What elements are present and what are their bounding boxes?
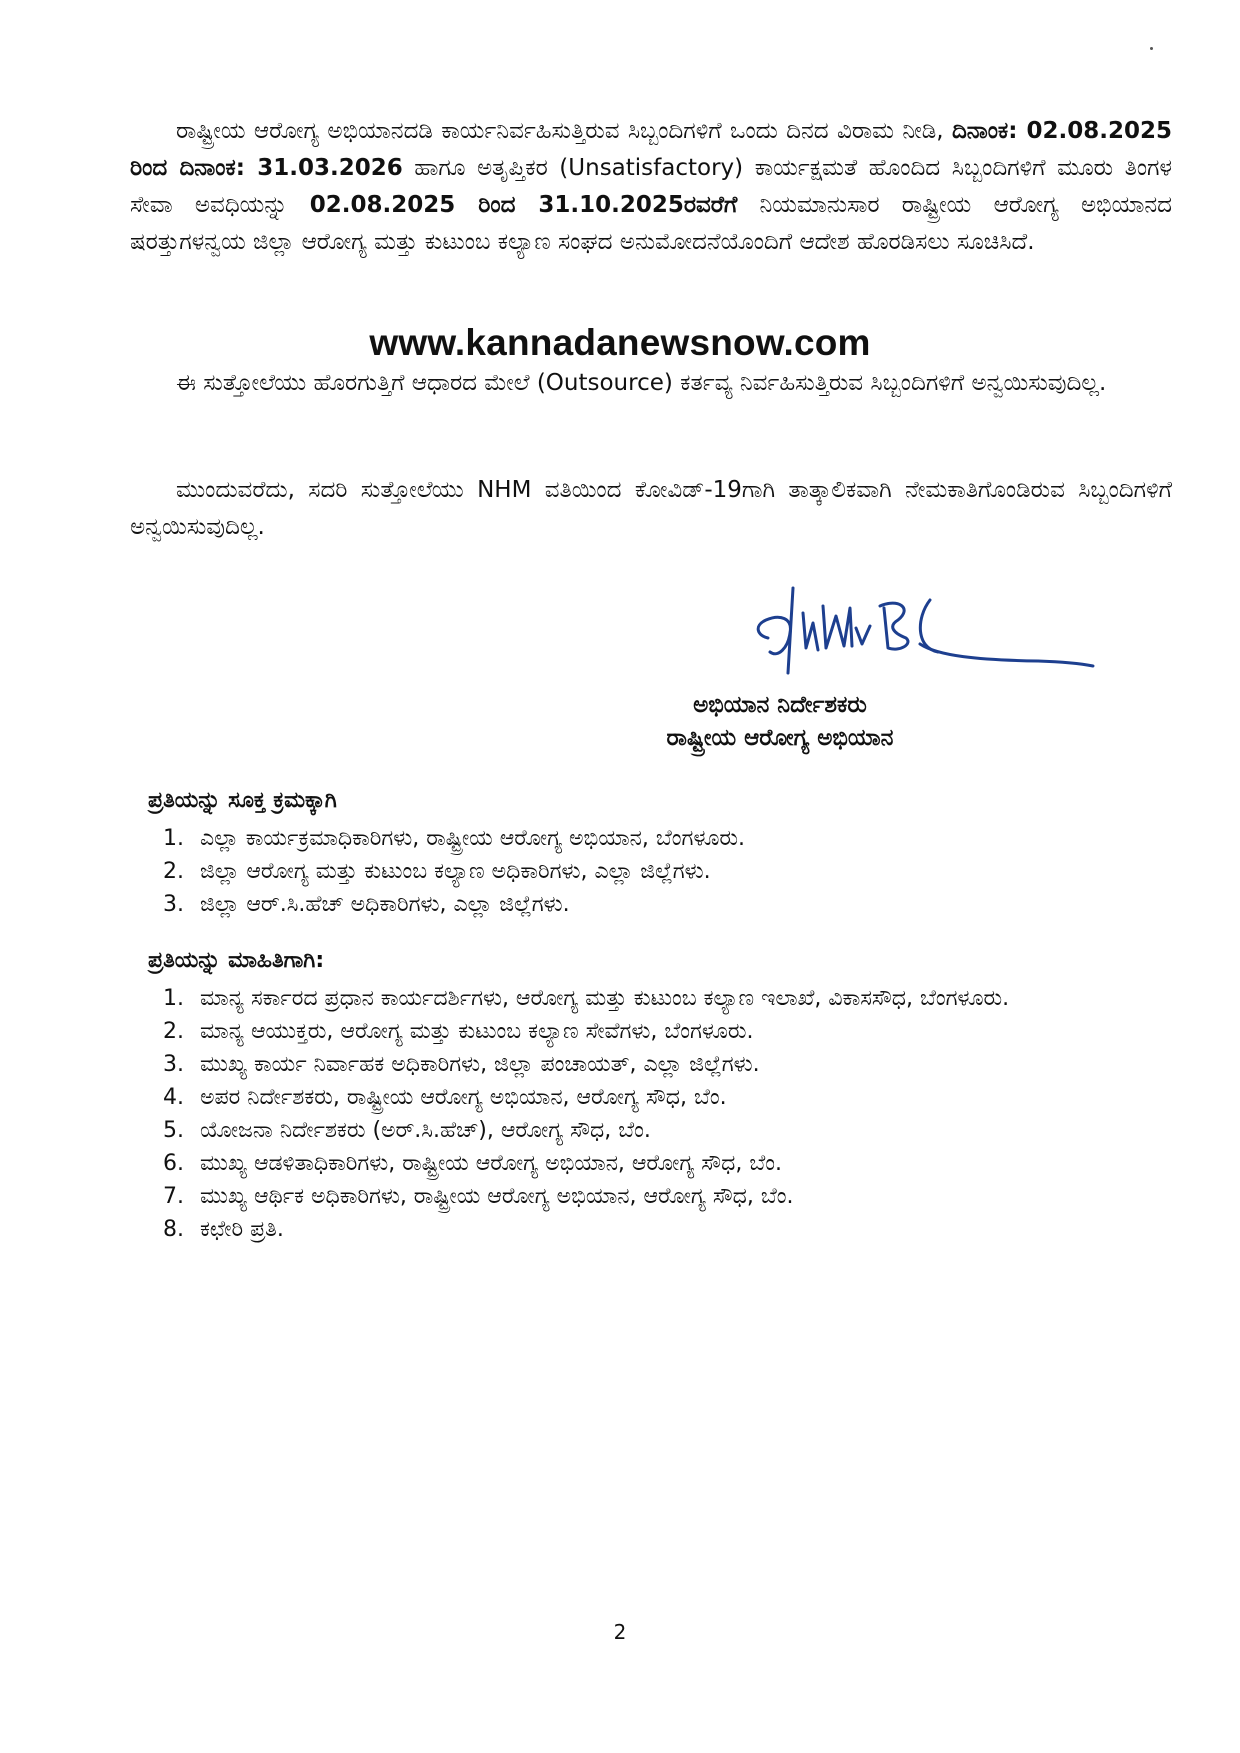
list-item (148, 1048, 1148, 1081)
copy-for-action-heading: ಪ್ರತಿಯನ್ನು ಸೂಕ್ತ ಕ್ರಮಕ್ಕಾಗಿ (148, 788, 337, 813)
list-number: 4. (163, 1085, 184, 1110)
list-number: 7. (163, 1184, 184, 1209)
paragraph-outsource-exclusion (130, 365, 1172, 402)
list-text: ಮುಖ್ಯ ಆರ್ಥಿಕ ಅಧಿಕಾರಿಗಳು, ರಾಷ್ಟ್ರೀಯ ಆರೋಗ್ಯ ಅಭಿಯಾನ, ಆರೋಗ್ಯ ಸೌಧ, ಬೆಂ. (200, 1184, 794, 1209)
list-number: 8. (163, 1217, 184, 1242)
paragraph-extension-order (130, 113, 1172, 261)
list-item (148, 982, 1148, 1015)
list-number: 3. (163, 1052, 184, 1077)
list-text: ಎಲ್ಲಾ ಕಾರ್ಯಕ್ರಮಾಧಿಕಾರಿಗಳು, ರಾಷ್ಟ್ರೀಯ ಆರೋಗ್ಯ ಅಭಿಯಾನ, ಬೆಂಗಳೂರು. (200, 826, 746, 851)
paragraph-text: ಈ ಸುತ್ತೋಲೆಯು ಹೊರಗುತ್ತಿಗೆ ಆಧಾರದ ಮೇಲೆ (Outsource) ಕರ್ತವ್ಯ ನಿರ್ವಹಿಸುತ್ತಿರುವ ಸಿಬ್ಬಂದಿಗಳಿಗೆ ಅನ್ವಯಿಸುವುದಿಲ್ಲ. (176, 370, 1107, 396)
list-item (148, 1081, 1148, 1114)
list-text: ಯೋಜನಾ ನಿರ್ದೇಶಕರು (ಅರ್.ಸಿ.ಹೆಚ್), ಆರೋಗ್ಯ ಸೌಧ, ಬೆಂ. (200, 1118, 651, 1143)
list-number: 3. (163, 892, 184, 917)
handwritten-signature-icon (748, 578, 1098, 688)
list-number: 2. (163, 1019, 184, 1044)
paragraph-text: ರಾಷ್ಟ್ರೀಯ ಆರೋಗ್ಯ ಅಭಿಯಾನದಡಿ ಕಾರ್ಯನಿರ್ವಹಿಸುತ್ತಿರುವ ಸಿಬ್ಬಂದಿಗಳಿಗೆ ಒಂದು ದಿನದ ವಿರಾಮ ನೀಡಿ, (176, 118, 952, 144)
list-text: ಜಿಲ್ಲಾ ಆರೋಗ್ಯ ಮತ್ತು ಕುಟುಂಬ ಕಲ್ಯಾಣ ಅಧಿಕಾರಿಗಳು, ಎಲ್ಲಾ ಜಿಲ್ಲೆಗಳು. (200, 859, 711, 884)
list-text: ಕಛೇರಿ ಪ್ರತಿ. (200, 1217, 284, 1242)
date-range-bold: ದಿನಾಂಕ: 02.08.2025 ರಿಂದ ದಿನಾಂಕ: 31.03.2026 (130, 118, 1172, 181)
list-text: ಅಪರ ನಿರ್ದೇಶಕರು, ರಾಷ್ಟ್ರೀಯ ಆರೋಗ್ಯ ಅಭಿಯಾನ, ಆರೋಗ್ಯ ಸೌಧ, ಬೆಂ. (200, 1085, 727, 1110)
list-text: ಮಾನ್ಯ ಆಯುಕ್ತರು, ಆರೋಗ್ಯ ಮತ್ತು ಕುಟುಂಬ ಕಲ್ಯಾಣ ಸೇವೆಗಳು, ಬೆಂಗಳೂರು. (200, 1019, 754, 1044)
scan-speck (1150, 47, 1153, 50)
page-number: 2 (613, 1620, 627, 1644)
list-item (148, 1180, 1148, 1213)
list-item (148, 888, 1148, 921)
paragraph-text: ಮುಂದುವರೆದು, ಸದರಿ ಸುತ್ತೋಲೆಯು NHM ವತಿಯಿಂದ ಕೋವಿಡ್-19ಗಾಗಿ ತಾತ್ಕಾಲಿಕವಾಗಿ ನೇಮಕಾತಿಗೊಂಡಿರುವ ಸಿಬ್ಬಂದಿಗಳಿಗೆ ಅನ್ವಯಿಸುವುದಿಲ್ಲ. (130, 477, 1172, 540)
list-item (148, 1015, 1148, 1048)
list-number: 1. (163, 826, 184, 851)
list-text: ಮಾನ್ಯ ಸರ್ಕಾರದ ಪ್ರಧಾನ ಕಾರ್ಯದರ್ಶಿಗಳು, ಆರೋಗ್ಯ ಮತ್ತು ಕುಟುಂಬ ಕಲ್ಯಾಣ ಇಲಾಖೆ, ವಿಕಾಸಸೌಧ, ಬೆಂಗಳೂರು. (200, 986, 1010, 1011)
list-number: 1. (163, 986, 184, 1011)
copy-for-action-list (148, 822, 1148, 921)
list-item (148, 822, 1148, 855)
list-number: 6. (163, 1151, 184, 1176)
paragraph-text: ಹಾಗೂ ಅತೃಪ್ತಿಕರ (Unsatisfactory) ಕಾರ್ಯಕ್ಷಮತೆ ಹೊಂದಿದ ಸಿಬ್ಬಂದಿಗಳಿಗೆ ಮೂರು ತಿಂಗಳ ಸೇವಾ ಅವಧಿಯನ್ನು (130, 155, 1172, 218)
date-range-bold: 02.08.2025 ರಿಂದ 31.10.2025ರವರೆಗೆ (309, 192, 738, 218)
copy-for-info-heading: ಪ್ರತಿಯನ್ನು ಮಾಹಿತಿಗಾಗಿ: (148, 948, 325, 973)
signatory-office: ರಾಷ್ಟ್ರೀಯ ಆರೋಗ್ಯ ಅಭಿಯಾನ (666, 725, 894, 751)
list-number: 5. (163, 1118, 184, 1143)
list-text: ಮುಖ್ಯ ಕಾರ್ಯ ನಿರ್ವಾಹಕ ಅಧಿಕಾರಿಗಳು, ಜಿಲ್ಲಾ ಪಂಚಾಯತ್, ಎಲ್ಲಾ ಜಿಲ್ಲೆಗಳು. (200, 1052, 760, 1077)
signatory-designation: ಅಭಿಯಾನ ನಿರ್ದೇಶಕರು (693, 692, 867, 718)
paragraph-text: ನಿಯಮಾನುಸಾರ ರಾಷ್ಟ್ರೀಯ ಆರೋಗ್ಯ ಅಭಿಯಾನದ ಷರತ್ತುಗಳನ್ವಯ ಜಿಲ್ಲಾ ಆರೋಗ್ಯ ಮತ್ತು ಕುಟುಂಬ ಕಲ್ಯಾಣ ಸಂಘದ ಅನುಮೋದನೆಯೊಂದಿಗೆ ಆದೇಶ ಹೊರಡಿಸಲು ಸೂಚಿಸಿದೆ. (130, 192, 1173, 255)
list-item (148, 1147, 1148, 1180)
paragraph-covid-exclusion (130, 472, 1172, 546)
list-number: 2. (163, 859, 184, 884)
website-watermark: www.kannadanewsnow.com (369, 322, 871, 363)
list-text: ಜಿಲ್ಲಾ ಆರ್.ಸಿ.ಹೆಚ್ ಅಧಿಕಾರಿಗಳು, ಎಲ್ಲಾ ಜಿಲ್ಲೆಗಳು. (200, 892, 570, 917)
list-item (148, 1114, 1148, 1147)
list-item (148, 1213, 1148, 1246)
list-item (148, 855, 1148, 888)
list-text: ಮುಖ್ಯ ಆಡಳಿತಾಧಿಕಾರಿಗಳು, ರಾಷ್ಟ್ರೀಯ ಆರೋಗ್ಯ ಅಭಿಯಾನ, ಆರೋಗ್ಯ ಸೌಧ, ಬೆಂ. (200, 1151, 782, 1176)
copy-for-info-list (148, 982, 1148, 1246)
